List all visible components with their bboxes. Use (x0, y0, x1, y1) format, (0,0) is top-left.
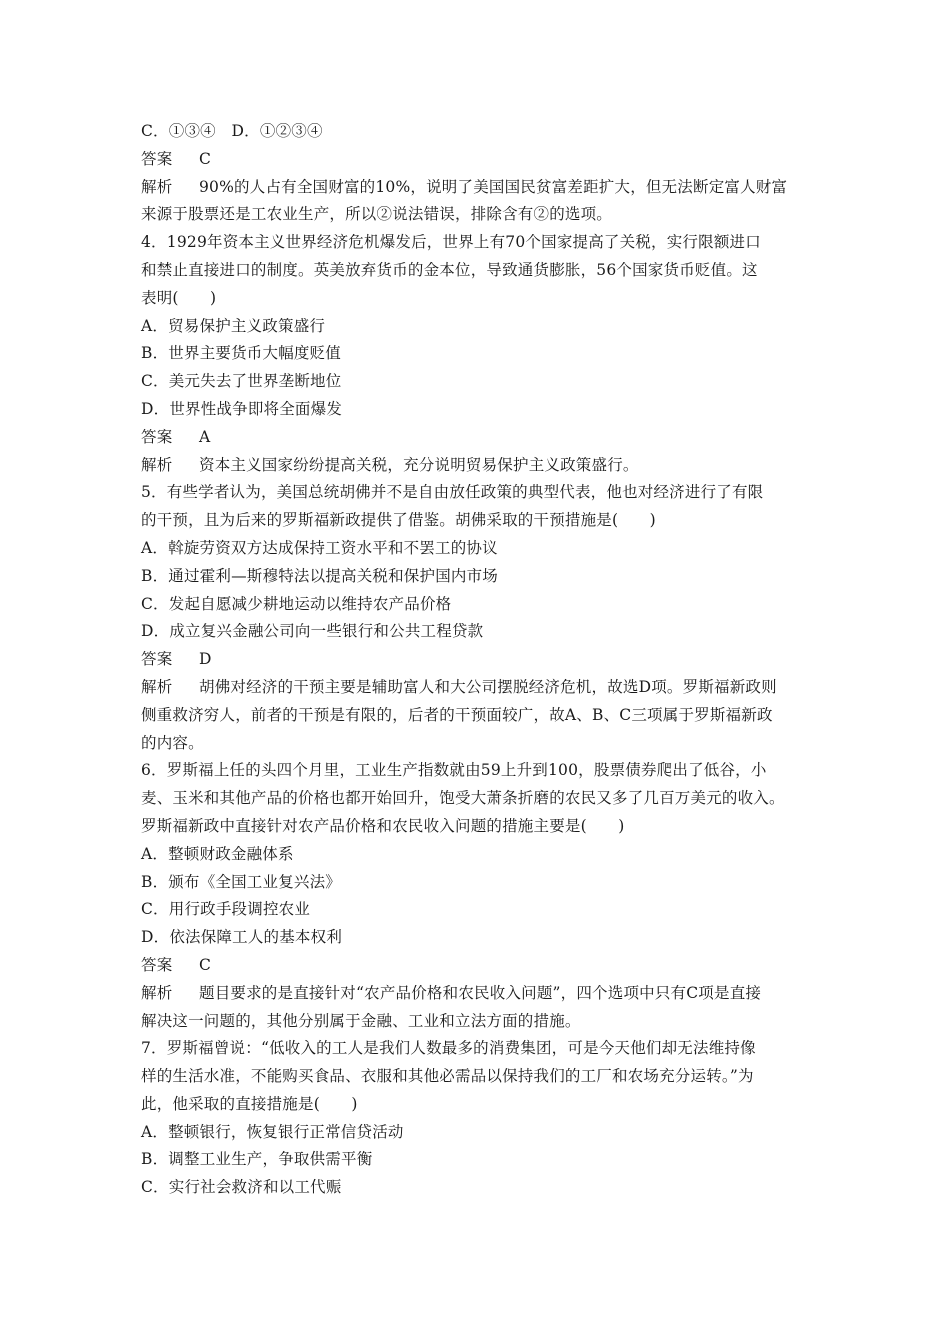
q5-analysis-line-1: 解析 胡佛对经济的干预主要是辅助富人和大公司摆脱经济危机，故选D项。罗斯福新政则 (141, 674, 821, 702)
answer-value: C (199, 955, 212, 974)
q6-analysis-line-1: 解析 题目要求的是直接针对“农产品价格和农民收入问题”，四个选项中只有C项是直接 (141, 980, 821, 1008)
q3-options-cd: C．①③④ D．①②③④ (141, 122, 323, 140)
q5-stem-line-2: 的干预，且为后来的罗斯福新政提供了借鉴。胡佛采取的干预措施是( ) (141, 511, 656, 530)
q4-option-a: A．贸易保护主义政策盛行 (141, 316, 326, 335)
answer-label: 答案 (141, 650, 173, 669)
q5-option-a: A．斡旋劳资双方达成保持工资水平和不罢工的协议 (141, 538, 498, 557)
q7-option-b: B．调整工业生产，争取供需平衡 (141, 1150, 373, 1169)
answer-value: C (199, 149, 212, 168)
q6-option-a: A．整顿财政金融体系 (141, 844, 294, 863)
q5-option-b: B．通过霍利—斯穆特法以提高关税和保护国内市场 (141, 566, 498, 585)
q5-analysis-line-3: 的内容。 (141, 733, 204, 752)
q4-stem-line-3: 表明( ) (141, 288, 217, 307)
q6-option-b: B．颁布《全国工业复兴法》 (141, 872, 341, 891)
q5-option-c: C．发起自愿减少耕地运动以维持农产品价格 (141, 594, 452, 613)
analysis-label: 解析 (141, 677, 173, 696)
analysis-label: 解析 (141, 455, 173, 474)
q5-option-d: D．成立复兴金融公司向一些银行和公共工程贷款 (141, 622, 484, 641)
q3-analysis-line-1: 解析 90%的人占有全国财富的10%，说明了美国国民贫富差距扩大，但无法断定富人财富 (141, 174, 821, 202)
q6-stem-line-3: 罗斯福新政中直接针对农产品价格和农民收入问题的措施主要是( ) (141, 816, 625, 835)
q6-option-c: C．用行政手段调控农业 (141, 900, 311, 919)
q4-answer (141, 424, 821, 452)
q4-stem-line-1: 4．1929年资本主义世界经济危机爆发后，世界上有70个国家提高了关税，实行限额进口 (141, 233, 761, 252)
q6-option-d: D．依法保障工人的基本权利 (141, 928, 343, 947)
q7-stem-line-2: 样的生活水准，不能购买食品、衣服和其他必需品以保持我们的工厂和农场充分运转。”为 (141, 1067, 754, 1086)
q6-answer (141, 952, 821, 980)
document-content (141, 118, 821, 1202)
q7-option-a: A．整顿银行，恢复银行正常信贷活动 (141, 1122, 404, 1141)
answer-label: 答案 (141, 427, 173, 446)
q7-stem-line-1: 7．罗斯福曾说：“低收入的工人是我们人数最多的消费集团，可是今天他们却无法维持像 (141, 1039, 756, 1058)
q6-stem-line-1: 6．罗斯福上任的头四个月里，工业生产指数就由59上升到100，股票债券爬出了低谷，小 (141, 761, 767, 780)
answer-value: D (199, 650, 212, 669)
q4-stem-line-2: 和禁止直接进口的制度。英美放弃货币的金本位，导致通货膨胀，56个国家货币贬值。这 (141, 260, 758, 279)
q5-stem-line-1: 5．有些学者认为，美国总统胡佛并不是自由放任政策的典型代表，他也对经济进行了有限 (141, 483, 764, 502)
answer-label: 答案 (141, 955, 173, 974)
q4-option-c: C．美元失去了世界垄断地位 (141, 372, 342, 391)
q3-analysis-line-2: 来源于股票还是工农业生产，所以②说法错误，排除含有②的选项。 (141, 205, 613, 224)
q5-answer (141, 646, 821, 674)
q3-answer (141, 146, 821, 174)
q7-option-c: C．实行社会救济和以工代赈 (141, 1178, 342, 1197)
answer-value: A (199, 427, 211, 446)
answer-label: 答案 (141, 149, 173, 168)
q4-option-d: D．世界性战争即将全面爆发 (141, 399, 343, 418)
q6-stem-line-2: 麦、玉米和其他产品的价格也都开始回升，饱受大萧条折磨的农民又多了几百万美元的收入。 (141, 789, 785, 808)
q4-option-b: B．世界主要货币大幅度贬值 (141, 344, 341, 363)
q5-analysis-line-2: 侧重救济穷人，前者的干预是有限的，后者的干预面较广，故A、B、C三项属于罗斯福新政 (141, 705, 773, 724)
q4-analysis-line-1: 解析 资本主义国家纷纷提高关税，充分说明贸易保护主义政策盛行。 (141, 452, 821, 480)
analysis-label: 解析 (141, 983, 173, 1002)
analysis-label: 解析 (141, 177, 173, 196)
q6-analysis-line-2: 解决这一问题的，其他分别属于金融、工业和立法方面的措施。 (141, 1011, 581, 1030)
q7-stem-line-3: 此，他采取的直接措施是( ) (141, 1094, 358, 1113)
